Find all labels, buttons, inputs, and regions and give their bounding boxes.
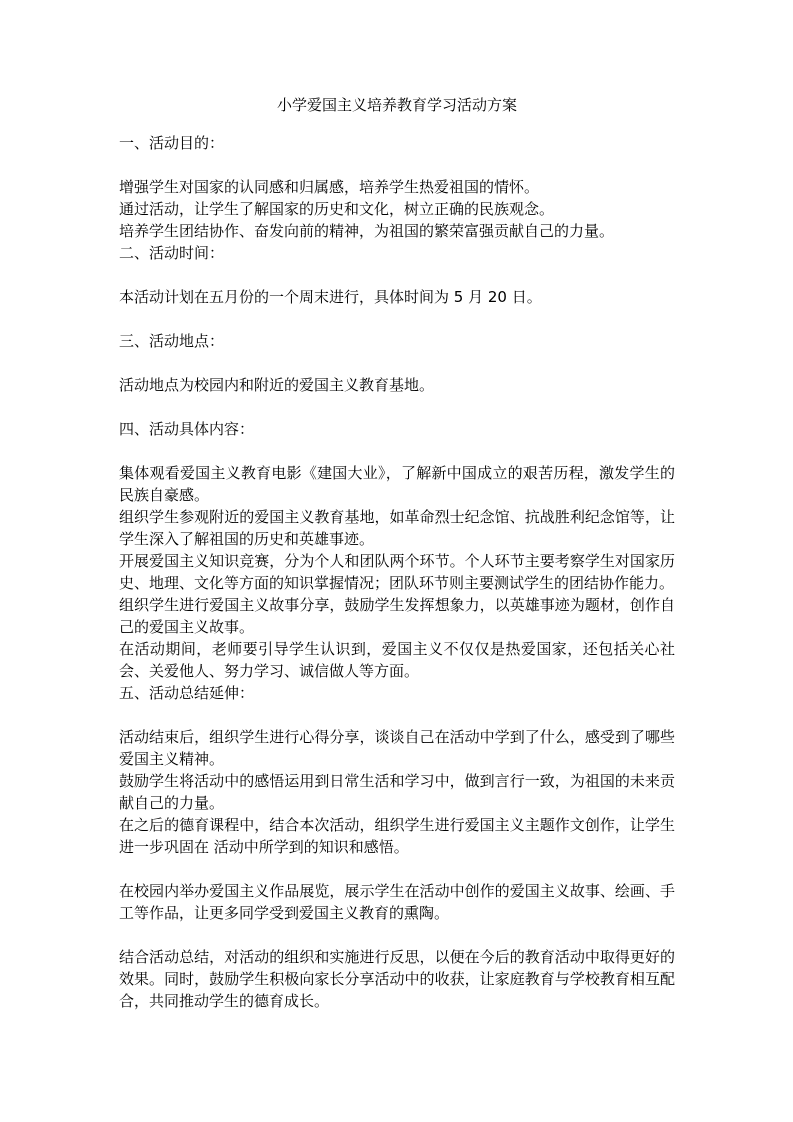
section-5-heading: 五、活动总结延伸：: [119, 684, 255, 702]
section-5-extra-2: 结合活动总结，对活动的组织和实施进行反思，以便在今后的教育活动中取得更好的效果。同时，鼓励学生积极向家长分享活动中的收获，让家庭教育与学校教育相互配合，共同推动学生的德育成长。: [119, 948, 675, 1010]
document-body: [119, 94, 675, 1012]
section-3-text: 活动地点为校园内和附近的爱国主义教育基地。: [119, 376, 435, 394]
section-3-heading: 三、活动地点：: [119, 332, 225, 350]
spacer: [119, 396, 675, 418]
section-1-heading: 一、活动目的：: [119, 134, 225, 152]
spacer: [119, 264, 675, 286]
section-4-item-4: 组织学生进行爱国主义故事分享，鼓励学生发挥想象力，以英雄事迹为题材，创作自己的爱国主义故事。: [119, 596, 675, 636]
section-4-heading: 四、活动具体内容：: [119, 420, 255, 438]
section-5-item-2: 鼓励学生将活动中的感悟运用到日常生活和学习中，做到言行一致，为祖国的未来贡献自己的力量。: [119, 772, 675, 812]
section-4-item-5: 在活动期间，老师要引导学生认识到，爱国主义不仅仅是热爱国家，还包括关心社会、关爱他人、努力学习、诚信做人等方面。: [119, 640, 675, 680]
document-title: 小学爱国主义培养教育学习活动方案: [276, 96, 517, 114]
spacer: [119, 154, 675, 176]
section-4-item-2: 组织学生参观附近的爱国主义教育基地，如革命烈士纪念馆、抗战胜利纪念馆等，让学生深入了解祖国的历史和英雄事迹。: [119, 508, 675, 548]
section-2-text: 本活动计划在五月份的一个周末进行，具体时间为 5 月 20 日。: [119, 288, 542, 306]
section-5-item-3: 在之后的德育课程中，结合本次活动，组织学生进行爱国主义主题作文创作，让学生进一步巩固在 活动中所学到的知识和感悟。: [119, 816, 675, 856]
section-4-item-3: 开展爱国主义知识竞赛，分为个人和团队两个环节。个人环节主要考察学生对国家历史、地理、文化等方面的知识掌握情况；团队环节则主要测试学生的团结协作能力。: [119, 552, 675, 592]
section-4-item-1: 集体观看爱国主义教育电影《建国大业》，了解新中国成立的艰苦历程，激发学生的民族自豪感。: [119, 464, 675, 504]
section-5-item-1: 活动结束后，组织学生进行心得分享，谈谈自己在活动中学到了什么，感受到了哪些爱国主义精神。: [119, 728, 675, 768]
spacer: [119, 308, 675, 330]
section-2-heading: 二、活动时间：: [119, 244, 225, 262]
section-1-item-1: 增强学生对国家的认同感和归属感，培养学生热爱祖国的情怀。: [119, 178, 540, 196]
section-1-item-2: 通过活动，让学生了解国家的历史和文化，树立正确的民族观念。: [119, 200, 555, 218]
spacer: [119, 352, 675, 374]
spacer: [119, 704, 675, 726]
spacer: [119, 858, 675, 880]
spacer: [119, 440, 675, 462]
spacer: [119, 924, 675, 946]
section-5-extra-1: 在校园内举办爱国主义作品展览，展示学生在活动中创作的爱国主义故事、绘画、手工等作品，让更多同学受到爱国主义教育的熏陶。: [119, 882, 675, 922]
section-1-item-3: 培养学生团结协作、奋发向前的精神，为祖国的繁荣富强贡献自己的力量。: [119, 222, 615, 240]
